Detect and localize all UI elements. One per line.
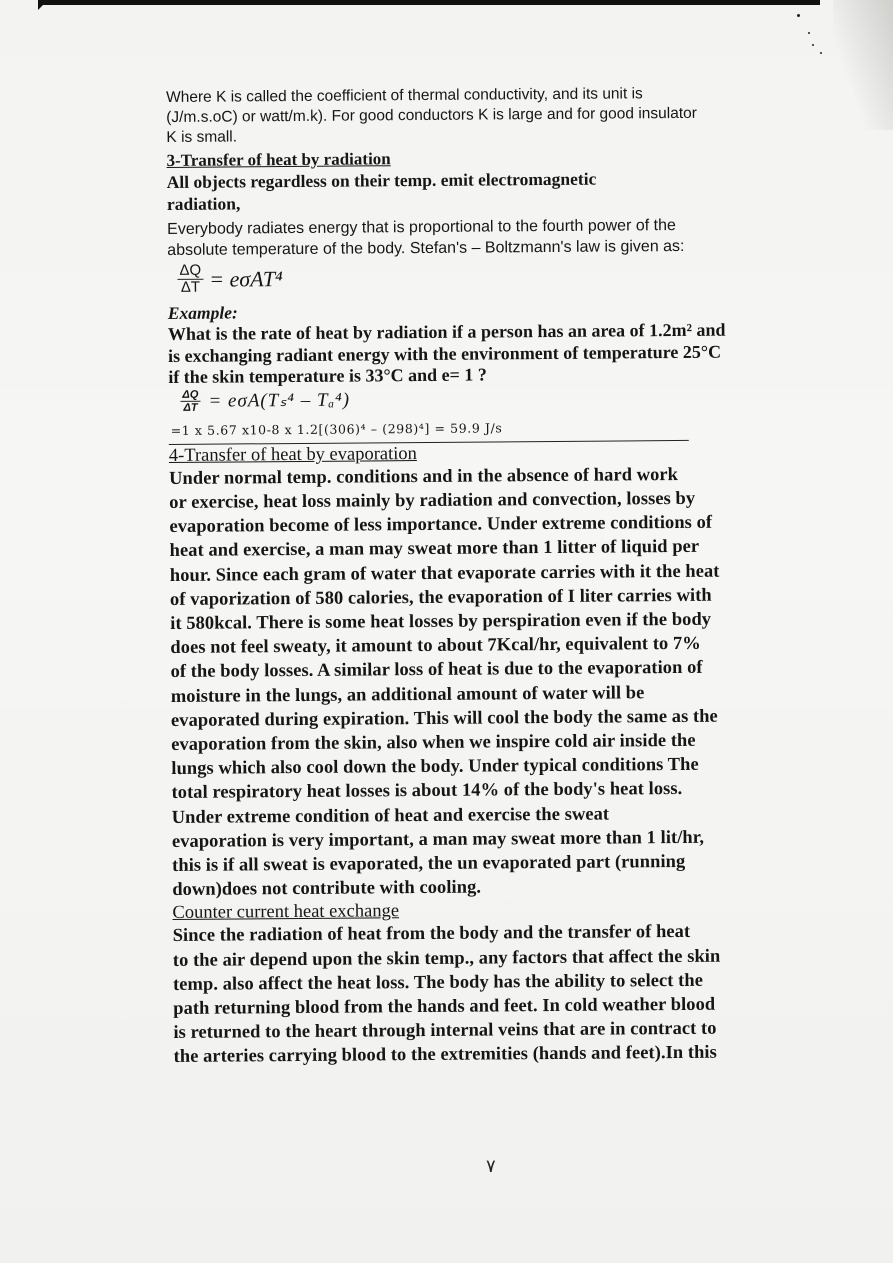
text-line: absolute temperature of the body. Stefan's – Boltzmann's law is given as: [167,237,685,259]
section-counter-current [172,897,813,1069]
fraction-denominator: ΔT [180,278,201,296]
body-line: Under normal temp. conditions and in the absence of hard work [168,464,679,489]
fraction-numerator: ΔQ [177,263,203,280]
body-line: evaporation from the skin, also when we inspire cold air inside the [171,730,696,756]
calculation-line: =1 x 5.67 x10-8 x 1.2[(306)⁴ – (298)⁴] = 59.9 J/s [170,419,503,438]
example-line: if the skin temperature is 33°C and e= 1 ? [168,364,487,387]
intro-paragraph [166,83,806,148]
formula-fraction [180,388,200,413]
fraction-denominator: ΔT [183,401,198,414]
body-line: this is if all sweat is evaporated, the un evaporated part (running [172,851,686,877]
body-line: evaporation is very important, a man may sweat more than 1 lit/hr, [171,827,705,852]
body-line: temp. also affect the heat loss. The body has the ability to select the [172,970,704,995]
scan-speck [812,44,814,46]
top-border [40,0,820,5]
body-line: Since the radiation of heat from the body and the transfer of heat [172,922,691,947]
example-label: Example: [167,302,238,323]
scan-speck [808,32,810,34]
section-heading: Counter current heat exchange [172,901,400,924]
lead-line: radiation, [166,192,241,214]
body-line: the arteries carrying blood to the extremities (hands and feet).In this [173,1043,717,1068]
example-line: What is the rate of heat by radiation if a person has an area of 1.2m² and [167,319,726,344]
body-line: path returning blood from the hands and feet. In cold weather blood [173,994,716,1020]
scan-speck [820,52,822,54]
body-line: it 580kcal. There is some heat losses by perspiration even if the body [170,609,712,634]
body-line: hour. Since each gram of water that evaporate carries with it the heat [169,561,720,586]
body-line: moisture in the lungs, an additional amount of water will be [170,682,645,707]
stefan-boltzmann-formula [177,258,807,296]
text-line: Everybody radiates energy that is proportional to the fourth power of the [167,217,676,238]
example-line: is exchanging radiant energy with the environment of temperature 25°C [168,341,722,366]
body-line: of the body losses. A similar loss of heat is due to the evaporation of [170,658,703,683]
intro-line: K is small. [166,128,238,146]
formula-fraction [177,263,203,296]
lead-line: All objects regardless on their temp. emit electromagnetic [166,168,597,192]
section-body [169,462,812,903]
fraction-numerator: ΔQ [180,388,200,401]
intro-line: Where K is called the coefficient of thermal conductivity, and its unit is [166,85,643,106]
scan-speck [797,14,800,17]
body-line: evaporation become of less importance. Under extreme conditions of [169,512,713,538]
intro-line: (J/m.s.oC) or watt/m.k). For good conductors K is large and for good insulator [166,104,697,126]
body-line: lungs which also cool down the body. Under typical conditions The [171,755,699,780]
section-heading: 4-Transfer of heat by evaporation [168,443,417,466]
body-line: to the air depend upon the skin temp., any factors that affect the skin [172,946,721,971]
section-radiation [166,143,808,445]
section-evaporation [169,440,813,903]
body-line: is returned to the heart through internal veins that are in contract to [173,1018,717,1044]
body-line: evaporated during expiration. This will cool the body the same as the [170,706,718,731]
section-heading: 3-Transfer of heat by radiation [166,149,391,170]
body-line: does not feel sweaty, it amount to about 7Kcal/hr, equivalent to 7% [170,634,701,659]
formula-rhs: = eσA(Tₛ⁴ – Tₐ⁴) [208,389,351,412]
example-formula [180,383,808,413]
page-number: ٧ [486,1156,496,1176]
page-edge-shadow [833,0,893,130]
body-line: of vaporization of 580 calories, the evaporation of I liter carries with [169,585,712,610]
body-line: Under extreme condition of heat and exercise the sweat [171,804,610,828]
body-line: down)does not contribute with cooling. [172,877,482,901]
top-left-notch [38,0,48,10]
body-line: total respiratory heat losses is about 14% of the body's heat loss. [171,779,683,804]
page-content [166,83,814,1070]
body-line: heat and exercise, a man may sweat more than 1 litter of liquid per [169,537,700,562]
body-line: or exercise, heat loss mainly by radiation and convection, losses by [169,488,696,513]
formula-rhs: = eσAT⁴ [209,265,283,292]
